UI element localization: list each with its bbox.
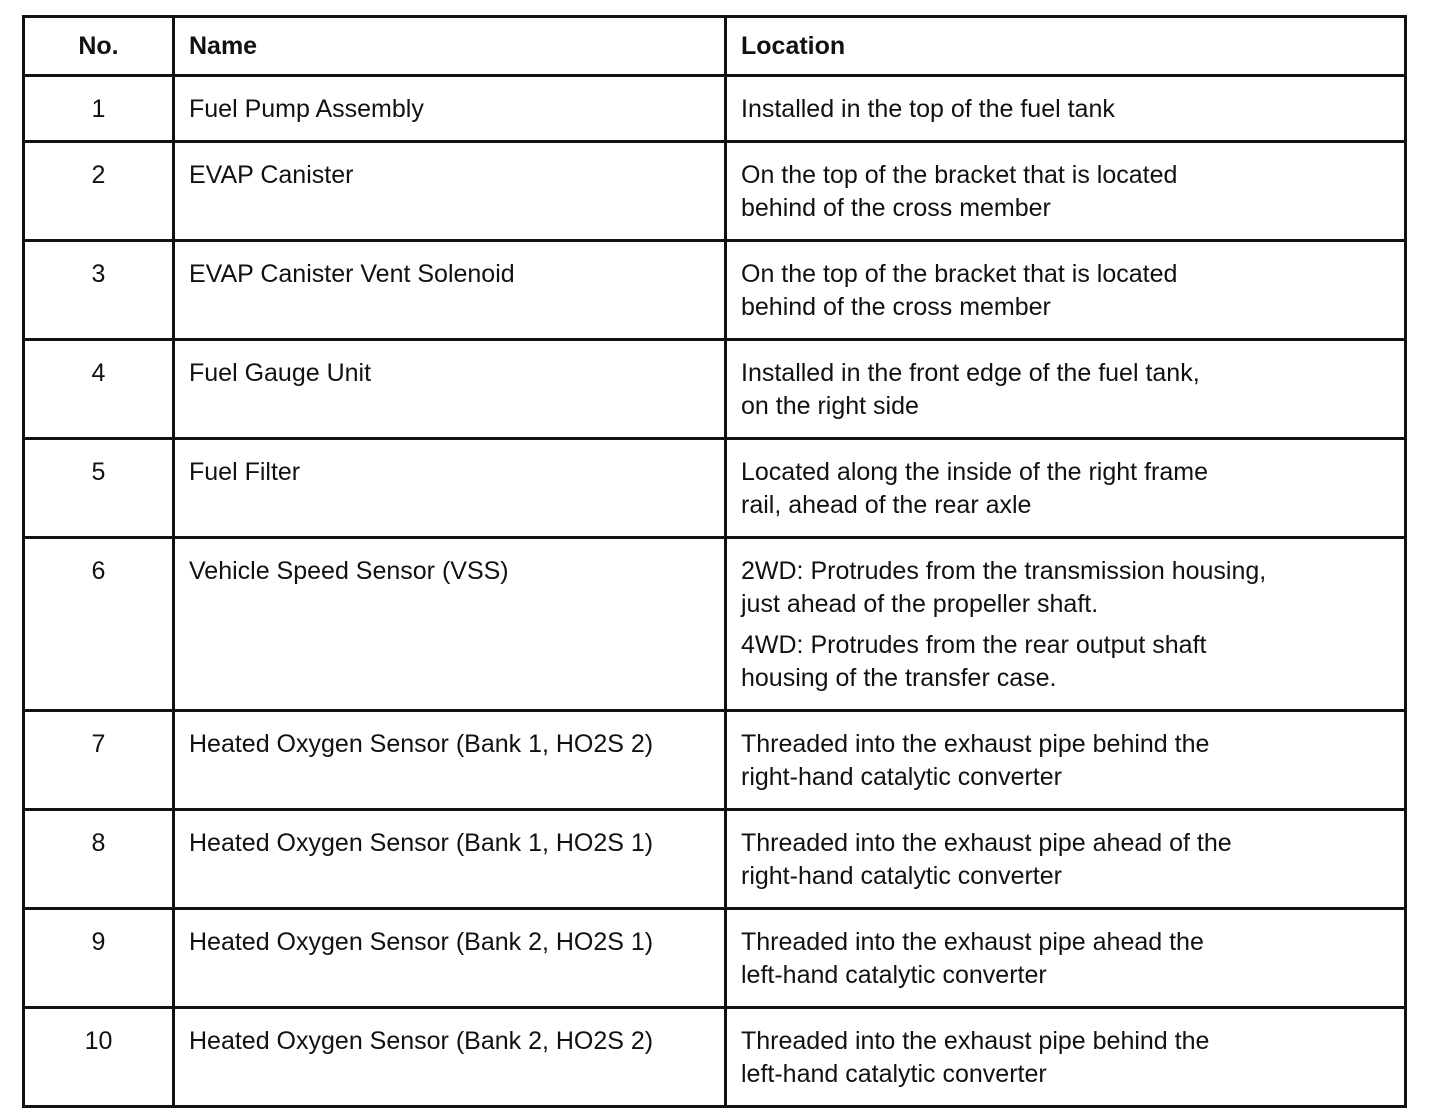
- component-name: Heated Oxygen Sensor (Bank 1, HO2S 2): [174, 711, 726, 810]
- component-location: [726, 340, 1406, 439]
- row-number: 4: [24, 340, 174, 439]
- location-line: 2WD: Protrudes from the transmission housing,: [741, 557, 1267, 585]
- location-line: Threaded into the exhaust pipe behind the: [741, 1027, 1210, 1055]
- table-row: [24, 241, 1406, 340]
- table-row: [24, 1008, 1406, 1107]
- location-line: On the top of the bracket that is located: [741, 161, 1178, 189]
- location-line: behind of the cross member: [741, 194, 1051, 222]
- component-name: Heated Oxygen Sensor (Bank 2, HO2S 2): [174, 1008, 726, 1107]
- table-row: [24, 76, 1406, 142]
- location-line: Installed in the front edge of the fuel tank,: [741, 359, 1200, 387]
- component-location: [726, 142, 1406, 241]
- component-location: [726, 909, 1406, 1008]
- component-name: EVAP Canister: [174, 142, 726, 241]
- table-body: [24, 76, 1406, 1107]
- component-location: [726, 1008, 1406, 1107]
- location-line: right-hand catalytic converter: [741, 763, 1062, 791]
- row-number: 7: [24, 711, 174, 810]
- component-location: [726, 439, 1406, 538]
- location-line: on the right side: [741, 392, 919, 420]
- row-number: 8: [24, 810, 174, 909]
- header-location: Location: [726, 17, 1406, 76]
- component-location-table-container: [22, 15, 1404, 1108]
- component-name: Heated Oxygen Sensor (Bank 1, HO2S 1): [174, 810, 726, 909]
- location-line: Located along the inside of the right frame: [741, 458, 1208, 486]
- location-line: behind of the cross member: [741, 293, 1051, 321]
- table-header-row: [24, 17, 1406, 76]
- component-location: [726, 711, 1406, 810]
- location-line: left-hand catalytic converter: [741, 961, 1047, 989]
- row-number: 10: [24, 1008, 174, 1107]
- row-number: 9: [24, 909, 174, 1008]
- header-no: No.: [24, 17, 174, 76]
- location-line: Threaded into the exhaust pipe behind the: [741, 730, 1210, 758]
- table-row: [24, 439, 1406, 538]
- component-name: EVAP Canister Vent Solenoid: [174, 241, 726, 340]
- location-line: 4WD: Protrudes from the rear output shaft: [741, 631, 1207, 659]
- table-row: [24, 538, 1406, 711]
- table-row: [24, 909, 1406, 1008]
- component-name: Fuel Filter: [174, 439, 726, 538]
- location-paragraph-gap: [741, 621, 1394, 629]
- table-row: [24, 142, 1406, 241]
- location-line: Threaded into the exhaust pipe ahead of the: [741, 829, 1232, 857]
- component-location: [726, 76, 1406, 142]
- header-name: Name: [174, 17, 726, 76]
- location-line: Installed in the top of the fuel tank: [741, 95, 1115, 123]
- component-name: Heated Oxygen Sensor (Bank 2, HO2S 1): [174, 909, 726, 1008]
- row-number: 3: [24, 241, 174, 340]
- location-line: left-hand catalytic converter: [741, 1060, 1047, 1088]
- component-location: [726, 810, 1406, 909]
- location-line: right-hand catalytic converter: [741, 862, 1062, 890]
- component-name: Fuel Gauge Unit: [174, 340, 726, 439]
- component-name: Vehicle Speed Sensor (VSS): [174, 538, 726, 711]
- location-line: just ahead of the propeller shaft.: [741, 590, 1099, 618]
- row-number: 2: [24, 142, 174, 241]
- table-row: [24, 340, 1406, 439]
- table-row: [24, 711, 1406, 810]
- location-line: Threaded into the exhaust pipe ahead the: [741, 928, 1204, 956]
- table-row: [24, 810, 1406, 909]
- location-line: housing of the transfer case.: [741, 664, 1057, 692]
- location-line: rail, ahead of the rear axle: [741, 491, 1032, 519]
- component-location: [726, 241, 1406, 340]
- row-number: 6: [24, 538, 174, 711]
- component-name: Fuel Pump Assembly: [174, 76, 726, 142]
- location-line: On the top of the bracket that is located: [741, 260, 1178, 288]
- component-location-table: [22, 15, 1407, 1108]
- row-number: 1: [24, 76, 174, 142]
- row-number: 5: [24, 439, 174, 538]
- component-location: [726, 538, 1406, 711]
